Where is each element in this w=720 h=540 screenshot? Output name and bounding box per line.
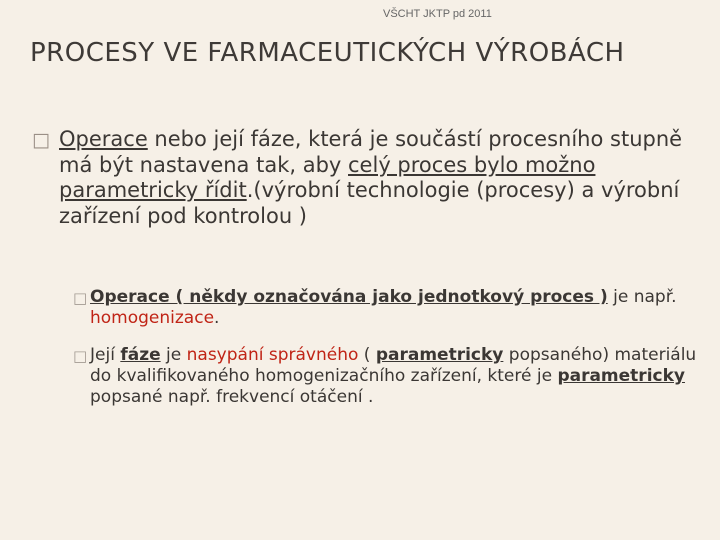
term-operace: Operace (59, 127, 148, 151)
sub-bullet-faze (73, 345, 703, 408)
sub-bullet-text: Operace ( někdy označována jako jednotkový proces ) je např. homogenizace. (90, 287, 677, 328)
main-bullet-text: Operace nebo její fáze, která je součástí procesního stupně má být nastavena tak, aby celý proces bylo možno parametricky řídit.(výrobní technologie (procesy) a výrobní zařízení pod kontrolou ) (59, 127, 683, 228)
bullet-box-icon: □ (73, 347, 88, 365)
page-title: PROCESY VE FARMACEUTICKÝCH VÝROBÁCH (30, 38, 625, 68)
highlight-nasypani: nasypání správného (186, 345, 359, 365)
sub-bullet-operace (73, 287, 703, 329)
highlight-homogenizace: homogenizace (90, 308, 215, 328)
term-parametricky-2: parametricky (557, 366, 685, 386)
term-operace-def: Operace ( někdy označována jako jednotkový proces ) (90, 287, 608, 307)
main-bullet (32, 127, 692, 229)
bullet-box-icon: □ (73, 289, 88, 307)
sub-bullet-text: Její fáze je nasypání správného ( parametricky popsaného) materiálu do kvalifikovaného homogenizačního zařízení, které je parametricky popsané např. frekvencí otáčení . (90, 345, 697, 407)
header-note: VŠCHT JKTP pd 2011 (383, 8, 492, 20)
bullet-box-icon: □ (32, 129, 50, 151)
term-parametricky-1: parametricky (375, 345, 504, 365)
term-faze: fáze (120, 345, 161, 365)
underlined-phrase: celý proces bylo možno parametricky řídit (59, 152, 596, 202)
